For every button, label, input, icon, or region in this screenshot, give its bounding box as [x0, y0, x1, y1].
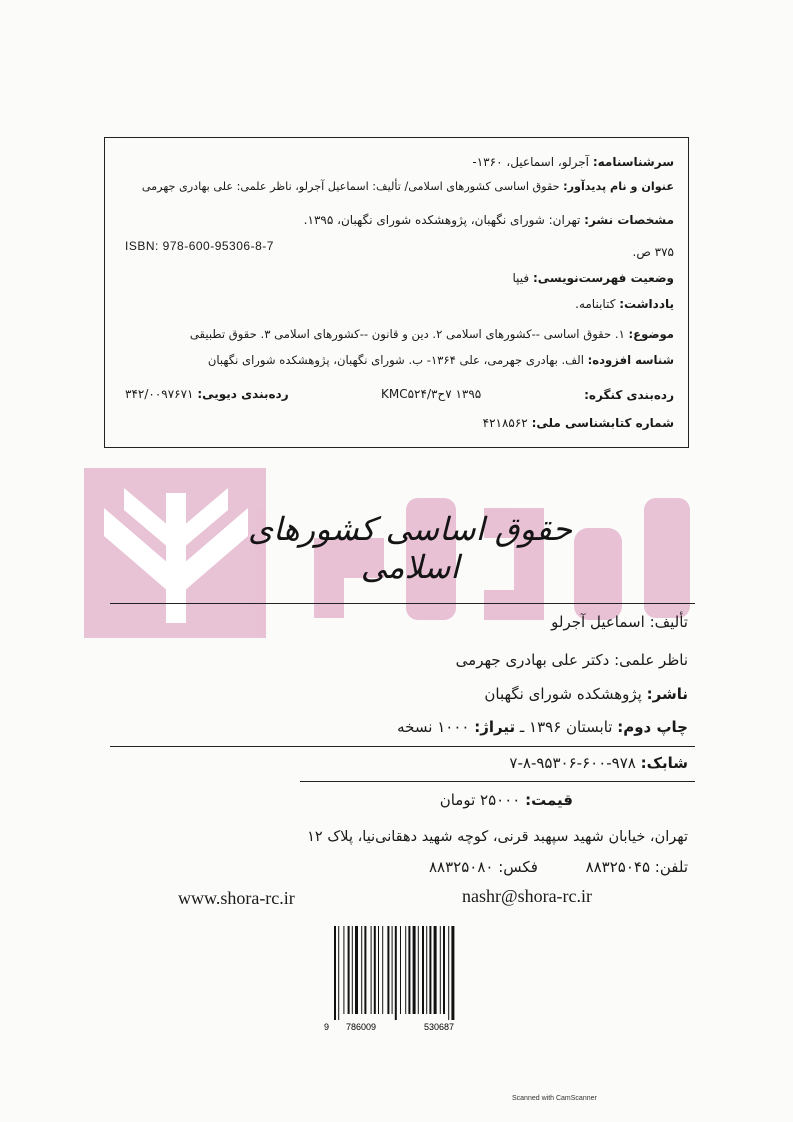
barcode-bar	[343, 926, 344, 1014]
isbn-line: شابک: ۹۷۸-۶۰۰-۹۵۳۰۶-۸-۷	[509, 754, 688, 772]
cip-title-statement: عنوان و نام پدیدآور: حقوق اساسی کشورهای اسلامی/ تألیف: اسماعیل آجرلو، ناظر علمی: علی بهادری جهرمی	[141, 180, 674, 193]
address-line: تهران، خیابان شهید سپهبد قرنی، کوچه شهید دهقانی‌نیا، پلاک ۱۲	[307, 829, 688, 845]
book-title: حقوق اساسی کشورهای اسلامی	[247, 510, 573, 586]
barcode-bar	[378, 926, 379, 1014]
divider-bottom	[300, 781, 695, 782]
barcode-bar	[443, 926, 445, 1014]
barcode-bar	[448, 926, 449, 1020]
barcode-bar	[371, 926, 372, 1014]
barcode-bar	[440, 926, 441, 1014]
cip-note: یادداشت: کتابنامه.	[575, 297, 674, 311]
cip-pages: ۳۷۵ ص.	[632, 245, 674, 259]
barcode-digits-left: 786009	[346, 1022, 377, 1032]
divider-top	[110, 603, 695, 604]
barcode-bar	[392, 926, 393, 1014]
barcode-bar	[334, 926, 336, 1020]
barcode-bar	[338, 926, 339, 1020]
website-link[interactable]: www.shora-rc.ir	[178, 888, 295, 908]
barcode-bar	[405, 926, 406, 1014]
barcode-digits-right: 530687	[424, 1022, 455, 1032]
barcode-bar	[395, 926, 397, 1020]
cip-added-entry: شناسه افزوده: الف. بهادری جهرمی، علی ۱۳۶۴- ب. شورای نگهبان، پژوهشکده شورای نگهبان	[207, 353, 674, 367]
barcode-bar	[387, 926, 389, 1014]
scanner-note: Scanned with CamScanner	[512, 1095, 597, 1102]
barcode-bar	[348, 926, 350, 1014]
barcode-bar	[451, 926, 454, 1020]
cip-congress-value: ۱۳۹۵ ۷ح۳/KMC۵۲۴	[381, 387, 482, 401]
barcode-bar	[426, 926, 427, 1014]
barcode-bar	[364, 926, 366, 1014]
barcode-bar	[352, 926, 353, 1014]
edition-line: چاپ دوم: تابستان ۱۳۹۶ ـ تیراژ: ۱۰۰۰ نسخه	[397, 718, 688, 736]
publisher-line: ناشر: پژوهشکده شورای نگهبان	[484, 685, 688, 703]
price-line: قیمت: ۲۵۰۰۰ تومان	[439, 791, 573, 809]
barcode-bar	[422, 926, 424, 1014]
barcode-bar	[429, 926, 431, 1014]
cip-isbn: ISBN: 978-600-95306-8-7	[125, 239, 274, 253]
barcode	[322, 924, 502, 1034]
barcode-bar	[408, 926, 410, 1014]
cip-publication: مشخصات نشر: تهران: شورای نگهبان، پژوهشکده شورای نگهبان، ۱۳۹۵.	[303, 213, 674, 227]
author-line: تألیف: اسماعیل آجرلو	[551, 613, 688, 631]
barcode-bar	[355, 926, 358, 1014]
cataloging-box	[104, 137, 689, 448]
cip-main-entry: سرشناسنامه: آجرلو، اسماعیل، ۱۳۶۰-	[472, 155, 674, 169]
barcode-bar	[413, 926, 416, 1014]
cip-subject: موضوع: ۱. حقوق اساسی --کشورهای اسلامی ۲. دین و قانون --کشورهای اسلامی ۳. حقوق تطبیقی	[189, 327, 674, 341]
cip-national-number: شماره کتابشناسی ملی: ۴۲۱۸۵۶۲	[482, 416, 674, 430]
barcode-bar	[434, 926, 437, 1014]
barcode-bar	[374, 926, 376, 1014]
barcode-digit-first: 9	[324, 1022, 330, 1032]
cip-congress: رده‌بندی کنگره:	[584, 388, 674, 402]
barcode-bar	[361, 926, 362, 1014]
barcode-bar	[400, 926, 401, 1014]
barcode-bar	[382, 926, 383, 1014]
email-link[interactable]: nashr@shora-rc.ir	[462, 886, 593, 906]
divider-middle	[110, 746, 695, 747]
supervisor-line: ناظر علمی: دکتر علی بهادری جهرمی	[455, 651, 688, 669]
cip-dewey: رده‌بندی دیویی: ۳۴۲/۰۰۹۷۶۷۱	[125, 387, 289, 401]
cip-status: وضعیت فهرست‌نویسی: فیپا	[512, 271, 674, 285]
barcode-bar	[418, 926, 419, 1014]
contact-line: تلفن: ۸۸۳۲۵۰۴۵ فکس: ۸۸۳۲۵۰۸۰	[429, 858, 688, 876]
